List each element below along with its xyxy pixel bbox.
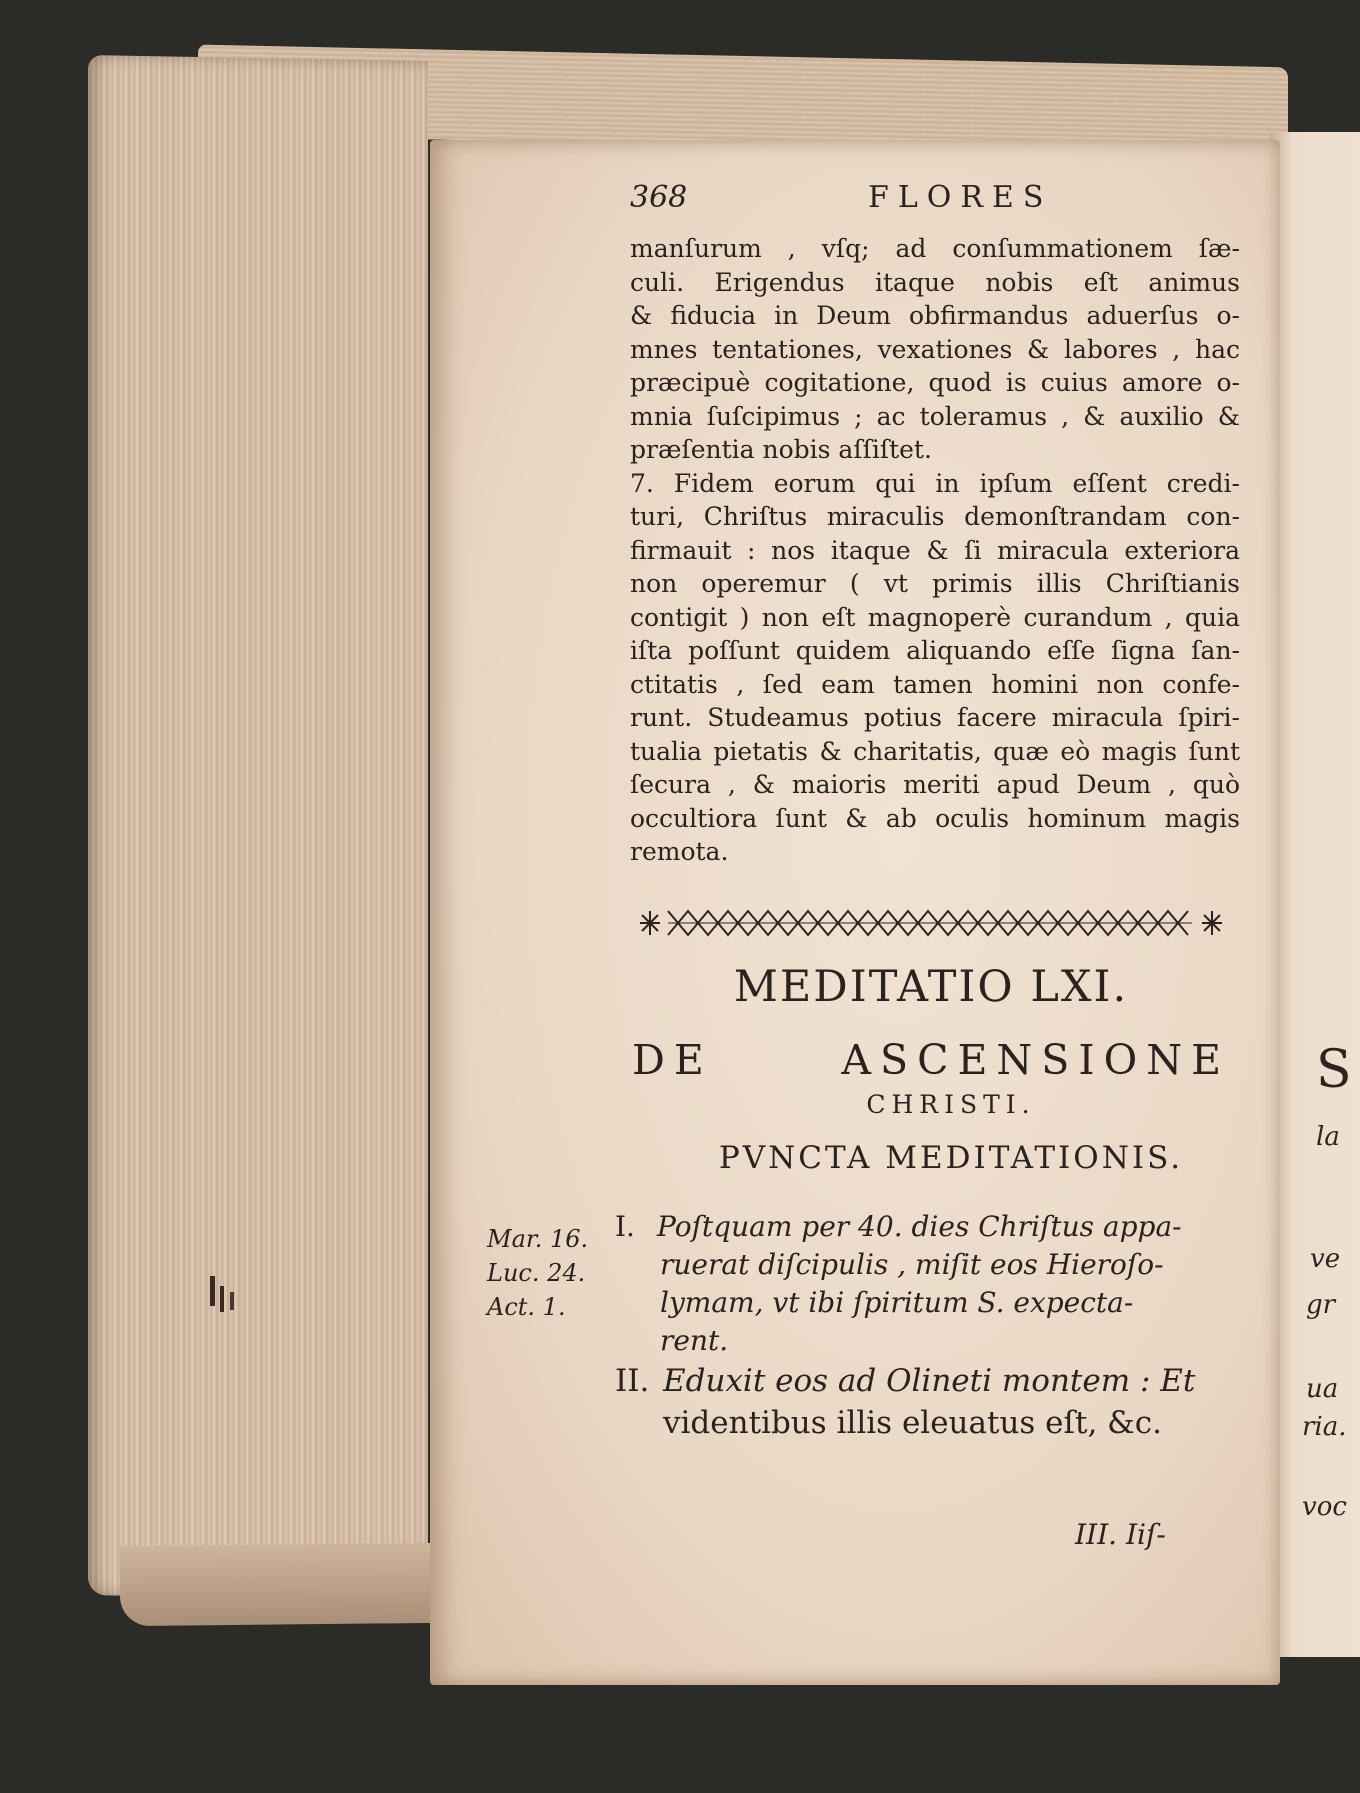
point-line xyxy=(615,1208,1240,1246)
text-line: firmauit : nos itaque & ſi miracula exteriora xyxy=(630,535,1240,565)
facing-fragment: voc xyxy=(1302,1492,1347,1522)
point-text: lymam, vt ibi ſpiritum S. expecta- xyxy=(660,1286,1134,1319)
facing-fragment: ria. xyxy=(1302,1412,1347,1442)
text-line: mnes tentationes, vexationes & labores , hac xyxy=(630,334,1240,364)
puncta-heading: PVNCTA MEDITATIONIS. xyxy=(718,1140,1184,1176)
text-line: & fiducia in Deum obfirmandus aduerſus o- xyxy=(630,301,1240,330)
text-line: contigit ) non eſt magnoperè curandum , quia xyxy=(630,602,1240,632)
text-line: mnia ſuſcipimus ; ac toleramus , & auxilio & xyxy=(630,401,1240,431)
meditation-subject-christi: CHRISTI. xyxy=(866,1090,1036,1119)
text-line: runt. Studeamus potius facere miracula ſpiri- xyxy=(630,703,1240,732)
point-line xyxy=(615,1322,1240,1360)
ornamental-border xyxy=(632,905,1230,941)
point-text: Poſtquam per 40. dies Chriſtus appa- xyxy=(657,1210,1182,1243)
text-line: manſurum , vſq; ad conſummationem ſæ- xyxy=(630,234,1240,263)
margin-references xyxy=(487,1222,617,1324)
point-line xyxy=(615,1360,1240,1402)
text-line: occultiora ſunt & ab oculis hominum magis xyxy=(630,803,1240,833)
page-edges-fore xyxy=(88,55,428,1601)
text-line: ctitatis , ſed eam tamen homini non confe- xyxy=(630,669,1240,699)
facing-fragment: ve xyxy=(1310,1244,1341,1274)
point-number: I. xyxy=(615,1210,635,1243)
text-line: præcipuè cogitatione, quod is cuius amore o- xyxy=(630,368,1240,397)
running-title: FLORES xyxy=(868,180,1053,215)
page-header xyxy=(630,180,1090,220)
meditation-subject: DE ASCENSIONE xyxy=(632,1036,1230,1084)
text-line: non operemur ( vt primis illis Chriſtianis xyxy=(630,569,1240,598)
text-line: ſecura , & maioris meriti apud Deum , quò xyxy=(630,770,1240,799)
meditation-title: MEDITATIO LXI. xyxy=(733,962,1129,1012)
point-text: ruerat diſcipulis , miſit eos Hieroſo- xyxy=(660,1248,1164,1281)
text-line: tualia pietatis & charitatis, quæ eò magis ſunt xyxy=(630,736,1240,766)
point-line xyxy=(615,1402,1240,1444)
margin-note: Act. 1. xyxy=(487,1293,566,1321)
meditation-points xyxy=(615,1208,1240,1444)
point-line xyxy=(615,1284,1240,1322)
body-text xyxy=(630,232,1240,869)
catchword: III. Iiſ- xyxy=(1075,1518,1166,1551)
text-line: iſta poſſunt quidem aliquando eſſe ſigna ſan- xyxy=(630,636,1240,665)
point-text: Eduxit eos ad Olineti montem : Et xyxy=(663,1363,1196,1399)
ink-marks xyxy=(208,1270,248,1320)
facing-fragment: gr xyxy=(1306,1290,1336,1320)
text-line: turi, Chriſtus miraculis demonſtrandam con- xyxy=(630,502,1240,531)
page-number: 368 xyxy=(630,180,688,215)
text-line: præſentia nobis aſſiſtet. xyxy=(630,435,932,464)
text-line: remota. xyxy=(630,837,729,866)
margin-note: Luc. 24. xyxy=(487,1259,586,1287)
point-line xyxy=(615,1246,1240,1284)
text-line: culi. Erigendus itaque nobis eſt animus xyxy=(630,267,1240,297)
facing-fragment: ua xyxy=(1306,1374,1339,1404)
facing-fragment: S xyxy=(1316,1040,1352,1100)
facing-fragment: la xyxy=(1316,1122,1340,1152)
point-text: rent. xyxy=(660,1324,729,1357)
text-line: 7. Fidem eorum qui in ipſum eſſent credi- xyxy=(630,468,1240,498)
point-text: videntibus illis eleuatus eſt, &c. xyxy=(663,1405,1162,1441)
point-number: II. xyxy=(615,1363,650,1399)
margin-note: Mar. 16. xyxy=(487,1225,589,1253)
